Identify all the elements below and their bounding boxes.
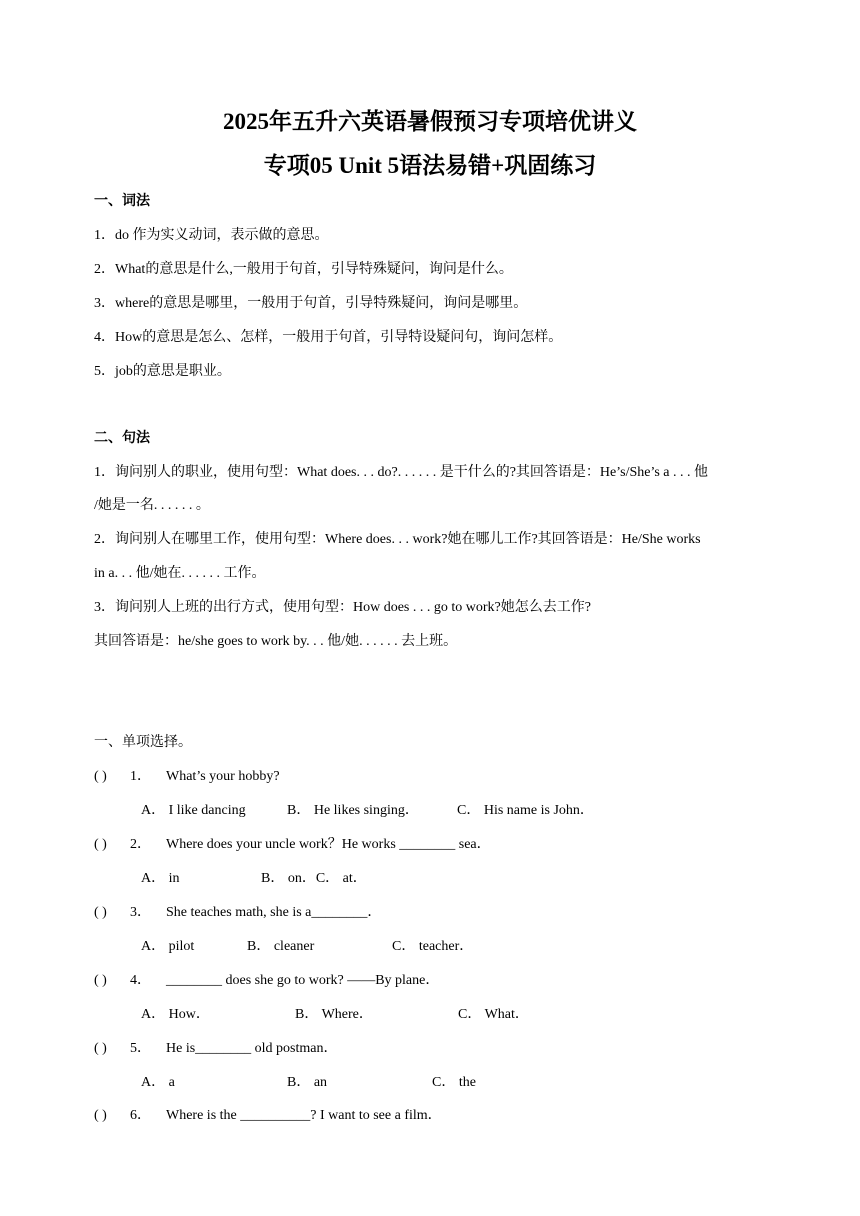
question-text: She teaches math, she is a________． xyxy=(166,905,382,920)
option-a: A． in xyxy=(141,871,180,886)
question-text: ________ does she go to work? ——By plane． xyxy=(166,973,440,988)
option-b: B． on．C． at． xyxy=(261,871,367,886)
option-c: C． What． xyxy=(458,1007,529,1022)
syntax-line: 2．询问别人在哪里工作，使用句型：Where does. . . work?她在哪儿工作?其回答语是：He/She works xyxy=(94,532,701,547)
answer-blank: ( ) xyxy=(94,1108,107,1123)
vocab-item: 2．What的意思是什么,一般用于句首，引导特殊疑问，询问是什么。 xyxy=(94,262,513,277)
question-text: What’s your hobby? xyxy=(166,769,280,784)
syntax-line: in a. . . 他/她在. . . . . . 工作。 xyxy=(94,566,266,581)
question-number: 4． xyxy=(130,973,151,988)
question-2 xyxy=(94,836,491,854)
question-number: 1． xyxy=(130,769,151,784)
option-a: A． pilot xyxy=(141,939,195,954)
question-6 xyxy=(94,1107,442,1125)
question-text: Where does your uncle work？He works ________ sea． xyxy=(166,837,491,852)
question-number: 5． xyxy=(130,1041,151,1056)
answer-blank: ( ) xyxy=(94,769,107,784)
option-a: A． a xyxy=(141,1075,175,1090)
vocab-item: 1．do 作为实义动词，表示做的意思。 xyxy=(94,228,329,243)
option-c: C． the xyxy=(432,1075,476,1090)
option-b: B． an xyxy=(287,1075,328,1090)
question-text: He is________ old postman． xyxy=(166,1041,338,1056)
vocab-item: 3．where的意思是哪里，一般用于句首，引导特殊疑问，询问是哪里。 xyxy=(94,296,528,311)
option-c: C． teacher． xyxy=(392,939,474,954)
answer-blank: ( ) xyxy=(94,837,107,852)
section-heading-syntax: 二、句法 xyxy=(94,431,150,446)
question-number: 6． xyxy=(130,1108,151,1123)
syntax-line: /她是一名. . . . . . 。 xyxy=(94,498,210,513)
option-a: A． I like dancing xyxy=(141,803,246,818)
option-b: B． Where． xyxy=(295,1007,373,1022)
answer-blank: ( ) xyxy=(94,1041,107,1056)
option-b: B． He likes singing． xyxy=(287,803,419,818)
vocab-item: 5．job的意思是职业。 xyxy=(94,364,231,379)
question-4 xyxy=(94,972,439,990)
answer-blank: ( ) xyxy=(94,905,107,920)
syntax-line: 其回答语是：he/she goes to work by. . . 他/她. . . . . . 去上班。 xyxy=(94,634,458,649)
question-5 xyxy=(94,1040,338,1058)
option-b: B． cleaner xyxy=(247,939,315,954)
syntax-line: 3．询问别人上班的出行方式，使用句型：How does . . . go to work?她怎么去工作? xyxy=(94,600,591,615)
question-3 xyxy=(94,904,381,922)
option-a: A． How． xyxy=(141,1007,210,1022)
exercise-heading: 一、单项选择。 xyxy=(94,735,192,750)
section-heading-vocabulary: 一、词法 xyxy=(94,194,150,209)
document-subtitle: 专项05 Unit 5语法易错+巩固练习 xyxy=(263,153,597,178)
answer-blank: ( ) xyxy=(94,973,107,988)
question-number: 3． xyxy=(130,905,151,920)
document-title: 2025年五升六英语暑假预习专项培优讲义 xyxy=(223,109,637,134)
question-1 xyxy=(94,768,280,786)
question-text: Where is the __________? I want to see a film． xyxy=(166,1108,442,1123)
question-number: 2． xyxy=(130,837,151,852)
syntax-line: 1．询问别人的职业，使用句型：What does. . . do?. . . . . . 是干什么的?其回答语是：He’s/She’s a . . . 他 xyxy=(94,465,709,480)
option-c: C． His name is John． xyxy=(457,803,594,818)
vocab-item: 4．How的意思是怎么、怎样，一般用于句首，引导特设疑问句，询问怎样。 xyxy=(94,330,563,345)
